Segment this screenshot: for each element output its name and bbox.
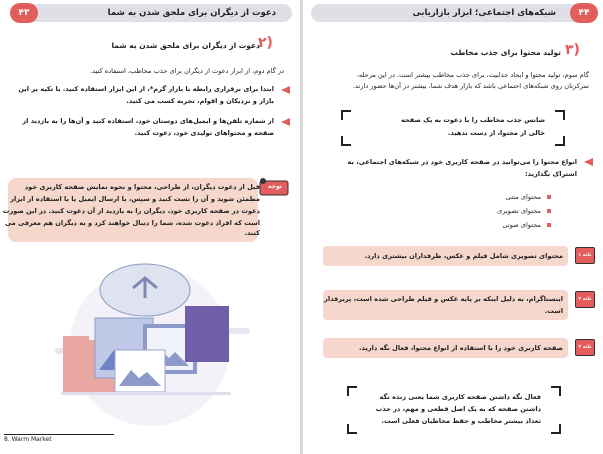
- quote-bracket: [341, 136, 351, 146]
- quote2-line2: داشتن صفحه که به یک اصل قطعی و مهم، در جذب: [375, 405, 541, 413]
- quote1-line2: خالی از محتوا، از دست ندهید.: [447, 129, 545, 137]
- footnote-divider: [4, 434, 114, 435]
- arrow-icon: [281, 118, 290, 126]
- left-section-heading: دعوت از دیگران برای ملحق شدن به شما: [111, 41, 260, 50]
- arrow-icon: [281, 86, 290, 94]
- tip2-line1: اینستاگرام، به دلیل اینکه بر پایه عکس و فیلم طراحی شده است، پربرفدار: [324, 295, 563, 303]
- note-line1: قبل از دعوت دیگران، از طراحی، محتوا و نحوه نمایش صفحه کاربری خود: [24, 183, 260, 191]
- right-page-header: [311, 4, 596, 22]
- type-item-3: محتوای صوتی: [502, 221, 541, 229]
- quote2-line3: تعداد بیشتر مخاطب و حفظ مخاطبان فعلی است.: [381, 417, 541, 425]
- cloud-media-illustration: [35, 258, 265, 428]
- note-line3: دعوت در صفحه کاربری خود، دیگران را به بازدید از آن دعوت کنید. در این صورت: [2, 207, 260, 215]
- quote-bracket: [555, 110, 565, 120]
- type-bullet: [547, 209, 551, 213]
- tip1-text: محتوای تصویری شامل فیلم و عکس، طرفداران بیشتری دارد.: [364, 252, 563, 260]
- left-section-number: ۲): [258, 35, 273, 51]
- quote-bracket: [341, 110, 351, 120]
- left-page-number: ۴۳: [10, 3, 38, 23]
- left-header-title: دعوت از دیگران برای ملحق شدن به شما: [107, 8, 276, 18]
- right-intro-line1: گام سوم، تولید محتوا و ایجاد جذابیت، برای جذب مخاطب بیشتر است. در این مرحله،: [356, 71, 589, 79]
- type-bullet: [547, 223, 551, 227]
- tip2-line2: است.: [544, 307, 563, 315]
- note-tag: [258, 178, 292, 198]
- note-line2: مطمئن شوید و آن را تست کنید و سپس، با ارسال ایمیل یا با استفاده از ابزار: [10, 195, 260, 203]
- left-page: [0, 0, 300, 454]
- types-line2: اشتراک بگذارید:: [525, 170, 577, 178]
- left-bullet2-line2: صفحه و محتواهای تولیدی خود، دعوت کنید.: [134, 129, 274, 137]
- type-bullet: [547, 195, 551, 199]
- quote-bracket: [551, 424, 561, 434]
- tip1-tag: نکته ۱: [575, 247, 595, 264]
- right-page-number: ۴۴: [570, 3, 598, 23]
- note-line4: است که افراد دعوت شده، شما را دنبال خواهند کرد و به دیگران هم معرفی می کنند.: [4, 219, 260, 237]
- right-section-number: ۳): [565, 42, 580, 58]
- type-item-2: محتوای تصویری: [497, 207, 541, 215]
- footnote: 8. Warm Market: [4, 436, 52, 443]
- left-bullet1-line2: بازار و نزدیکان و اقوام، تجربه کسب می کنید.: [126, 97, 274, 105]
- quote2-line1: فعال نگه داشتن صفحه کاربری شما یعنی زنده نگه: [379, 393, 541, 401]
- arrow-icon: [584, 158, 593, 166]
- left-intro: در گام دوم، از ابزار دعوت از دیگران برای جذب مخاطب، استفاده کنید.: [89, 67, 284, 75]
- tip2-tag: نکته ۲: [575, 291, 595, 308]
- left-page-header: [12, 4, 292, 22]
- quote1-line1: شانس جذب مخاطب را با دعوت به یک صفحه: [400, 116, 545, 124]
- tip3-text: صفحه کاربری خود را با استفاده از انواع محتوا، فعال نگه دارید.: [359, 344, 563, 352]
- left-bullet2-line1: از شماره تلفن‌ها و ایمیل‌های دوستان خود، استفاده کنید و آن‌ها را به بازدید از: [22, 117, 274, 125]
- types-line1: انواع محتوا را می‌توانید در صفحه کاربری خود در شبکه‌های اجتماعی، به: [347, 158, 577, 166]
- note-tag-label: توجه: [268, 183, 282, 190]
- right-header-title: شبکه‌های اجتماعی؛ ابزار بازاریابی: [412, 8, 556, 18]
- right-section-heading: تولید محتوا برای جذب مخاطب: [450, 48, 561, 57]
- left-bullet1-line1: ابتدا برای برقراری رابطه با بازار گرم*، از این ابزار استفاده کنید. با تکیه بر این: [18, 85, 274, 93]
- type-item-1: محتوای متنی: [505, 193, 541, 201]
- quote-bracket: [555, 136, 565, 146]
- quote-bracket: [551, 386, 561, 396]
- tip3-tag: نکته ۳: [575, 339, 595, 356]
- right-page: [303, 0, 603, 454]
- right-intro-line2: تمرکزتان روی شبکه‌های اجتماعی باشد که بازار هدف شما، بیشتر در آن‌ها حضور دارند.: [352, 82, 589, 90]
